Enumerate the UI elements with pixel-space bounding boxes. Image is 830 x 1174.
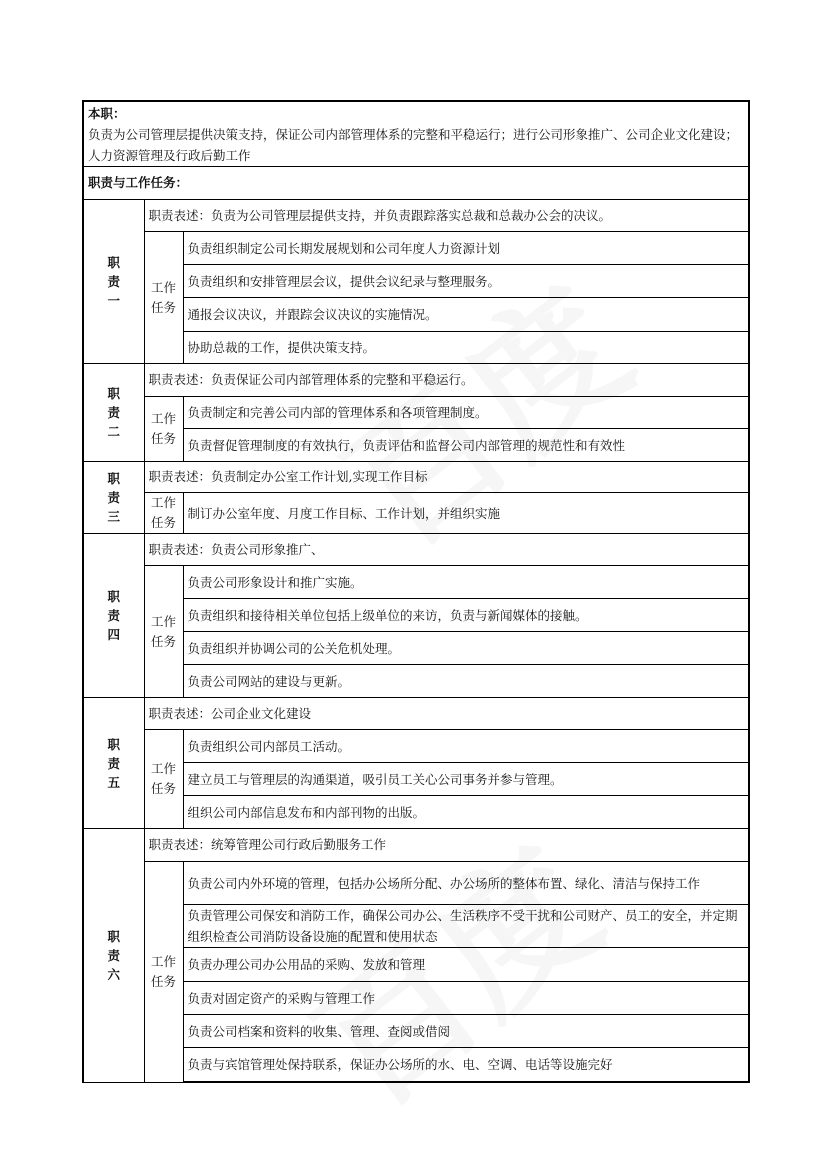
- duty-name-char: 责: [107, 274, 120, 289]
- duty-name-char: 三: [107, 509, 120, 524]
- work-task-label-line: 工作: [150, 411, 176, 426]
- duty-description: 职责表述：负责为公司管理层提供支持，并负责跟踪落实总裁和总裁办公会的决议。: [144, 200, 749, 232]
- benzhi-text: 负责为公司管理层提供决策支持，保证公司内部管理体系的完整和平稳运行；进行公司形象推广、公司企业文化建设；人力资源管理及行政后勤工作: [88, 127, 739, 163]
- duty-name-char: 职: [107, 255, 120, 270]
- duty-description: 职责表述：公司企业文化建设: [144, 698, 749, 730]
- task-row: [83, 632, 749, 665]
- duty-name-char: 责: [107, 405, 120, 420]
- task-row: [83, 862, 749, 905]
- duty-name-char: 四: [107, 627, 120, 642]
- task-item: 协助总裁的工作，提供决策支持。: [183, 332, 749, 364]
- duty-name-char: 六: [107, 966, 120, 982]
- work-task-label-line: 工作: [150, 495, 176, 510]
- duty-name-char: 职: [107, 736, 120, 752]
- duty-name-char: 责: [107, 947, 120, 963]
- task-item: 负责组织和安排管理层会议，提供会议纪录与整理服务。: [183, 265, 749, 298]
- task-row: [83, 730, 749, 763]
- task-row: [83, 796, 749, 829]
- task-item: 组织公司内部信息发布和内部刊物的出版。: [183, 796, 749, 829]
- work-task-label: [144, 566, 183, 698]
- task-row: [83, 1015, 749, 1048]
- task-item: 负责对固定资产的采购与管理工作: [183, 982, 749, 1015]
- task-row: [83, 493, 749, 534]
- task-row: [83, 397, 749, 429]
- duty-name-char: 职: [107, 928, 120, 944]
- duty-name: [83, 200, 144, 364]
- work-task-label-line: 任务: [150, 299, 176, 315]
- task-item: 负责制定和完善公司内部的管理体系和各项管理制度。: [183, 397, 749, 429]
- duty-name-char: 二: [107, 424, 120, 439]
- task-item: 负责督促管理制度的有效执行，负责评估和监督公司内部管理的规范性和有效性: [183, 429, 749, 462]
- task-row: [83, 1048, 749, 1083]
- task-item: 制订办公室年度、月度工作目标、工作计划，并组织实施: [183, 493, 749, 534]
- duty-name: [83, 698, 144, 829]
- task-row: [83, 599, 749, 632]
- work-task-label: [144, 862, 183, 1083]
- section-title-row: [83, 167, 749, 200]
- task-item: 负责办理公司办公用品的采购、发放和管理: [183, 948, 749, 982]
- duty-desc-row: [83, 462, 749, 493]
- duty-name-char: 职: [107, 386, 120, 401]
- duty-description: 职责表述：负责制定办公室工作计划,实现工作目标: [144, 462, 749, 493]
- section-title: 职责与工作任务：: [83, 167, 749, 200]
- duty-desc-row: [83, 534, 749, 566]
- work-task-label-line: 工作: [150, 279, 176, 295]
- work-task-label-line: 任务: [150, 431, 176, 446]
- duty-desc-row: [83, 364, 749, 397]
- duty-description: 职责表述：统筹管理公司行政后勤服务工作: [144, 829, 749, 862]
- task-item: 负责组织并协调公司的公关危机处理。: [183, 632, 749, 665]
- benzhi-row: [83, 101, 749, 167]
- duty-name-char: 责: [107, 608, 120, 623]
- duty-name: [83, 364, 144, 462]
- duty-description: 职责表述：负责公司形象推广、: [144, 534, 749, 566]
- duty-desc-row: [83, 829, 749, 862]
- task-row: [83, 265, 749, 298]
- task-item: 负责公司档案和资料的收集、管理、查阅或借阅: [183, 1015, 749, 1048]
- task-row: [83, 232, 749, 265]
- task-item: 通报会议决议，并跟踪会议决议的实施情况。: [183, 298, 749, 332]
- benzhi-label: 本职：: [88, 106, 126, 121]
- duty-description: 职责表述：负责保证公司内部管理体系的完整和平稳运行。: [144, 364, 749, 397]
- task-row: [83, 665, 749, 698]
- task-item: 负责公司网站的建设与更新。: [183, 665, 749, 698]
- duty-name: [83, 534, 144, 698]
- duty-name-char: 五: [107, 774, 120, 790]
- work-task-label-line: 任务: [150, 515, 176, 530]
- work-task-label-line: 任务: [150, 973, 176, 989]
- task-row: [83, 332, 749, 364]
- task-item: 建立员工与管理层的沟通渠道，吸引员工关心公司事务并参与管理。: [183, 763, 749, 796]
- task-row: [83, 298, 749, 332]
- task-row: [83, 566, 749, 599]
- work-task-label-line: 任务: [150, 781, 176, 796]
- duty-desc-row: [83, 698, 749, 730]
- duty-name-char: 职: [107, 589, 120, 604]
- work-task-label: [144, 397, 183, 462]
- duty-name-char: 责: [107, 490, 120, 505]
- work-task-label: [144, 730, 183, 829]
- duty-name-char: 职: [107, 471, 120, 486]
- task-item: 负责管理公司保安和消防工作，确保公司办公、生活秩序不受干扰和公司财产、员工的安全，并定期组织检查公司消防设备设施的配置和使用状态: [183, 905, 749, 948]
- duty-desc-row: [83, 200, 749, 232]
- work-task-label: [144, 493, 183, 534]
- task-item: 负责组织制定公司长期发展规划和公司年度人力资源计划: [183, 232, 749, 265]
- task-item: 负责组织公司内部员工活动。: [183, 730, 749, 763]
- task-row: [83, 763, 749, 796]
- duty-name-char: 一: [107, 293, 120, 308]
- job-description-table: [82, 100, 750, 1083]
- task-row: [83, 982, 749, 1015]
- task-item: 负责与宾馆管理处保持联系，保证办公场所的水、电、空调、电话等设施完好: [183, 1048, 749, 1083]
- work-task-label: [144, 232, 183, 364]
- task-row: [83, 948, 749, 982]
- duty-name: [83, 829, 144, 1083]
- benzhi-cell: [83, 101, 749, 167]
- work-task-label-line: 工作: [150, 953, 176, 969]
- duty-name: [83, 462, 144, 534]
- work-task-label-line: 工作: [150, 613, 176, 629]
- task-row: [83, 429, 749, 462]
- task-item: 负责公司内外环境的管理，包括办公场所分配、办公场所的整体布置、绿化、清洁与保持工作: [183, 862, 749, 905]
- task-row: [83, 905, 749, 948]
- duty-name-char: 责: [107, 755, 120, 771]
- task-item: 负责公司形象设计和推广实施。: [183, 566, 749, 599]
- work-task-label-line: 工作: [150, 761, 176, 776]
- work-task-label-line: 任务: [150, 633, 176, 649]
- task-item: 负责组织和接待相关单位包括上级单位的来访，负责与新闻媒体的接触。: [183, 599, 749, 632]
